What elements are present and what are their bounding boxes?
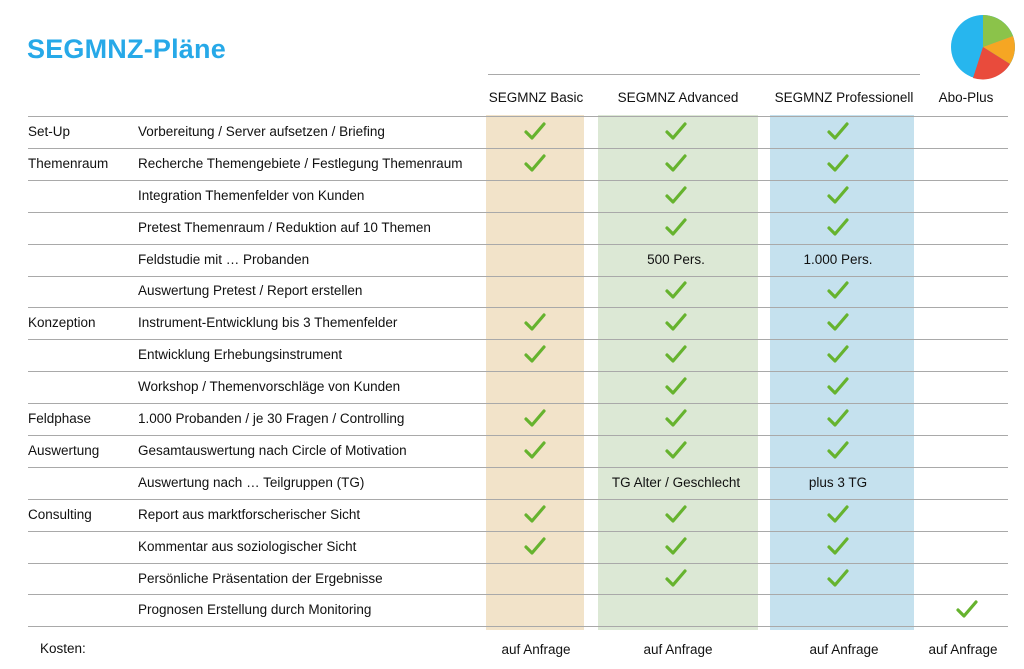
- checkmark-icon: [665, 504, 687, 524]
- checkmark-icon: [827, 568, 849, 588]
- row-feature: Auswertung nach … Teilgruppen (TG): [138, 474, 365, 490]
- plan-value-text: plus 3 TG: [808, 474, 868, 490]
- row-category: Konzeption: [28, 315, 96, 331]
- checkmark-icon: [665, 217, 687, 237]
- checkmark-icon: [524, 121, 546, 141]
- checkmark-icon: [524, 344, 546, 364]
- table-row-divider: [28, 467, 1008, 468]
- checkmark-icon: [827, 312, 849, 332]
- checkmark-icon: [665, 568, 687, 588]
- checkmark-icon: [827, 536, 849, 556]
- checkmark-icon: [524, 440, 546, 460]
- table-row-divider: [28, 594, 1008, 595]
- cost-advanced: auf Anfrage: [643, 642, 713, 657]
- cost-abo-plus: auf Anfrage: [928, 642, 998, 657]
- row-feature: Kommentar aus soziologischer Sicht: [138, 538, 357, 554]
- cost-professional: auf Anfrage: [809, 642, 879, 657]
- pie-chart-logo-icon: [948, 12, 1018, 82]
- row-feature: Integration Themenfelder von Kunden: [138, 187, 365, 203]
- table-row-divider: [28, 212, 1008, 213]
- row-category: Auswertung: [28, 442, 100, 458]
- header-top-line: [488, 74, 920, 75]
- checkmark-icon: [827, 408, 849, 428]
- row-category: Themenraum: [28, 155, 109, 171]
- table-row-divider: [28, 307, 1008, 308]
- checkmark-icon: [665, 312, 687, 332]
- checkmark-icon: [665, 376, 687, 396]
- row-feature: Gesamtauswertung nach Circle of Motivation: [138, 442, 407, 458]
- table-row-divider: [28, 531, 1008, 532]
- plan-value-text: 500 Pers.: [647, 251, 705, 267]
- table-row-divider: [28, 403, 1008, 404]
- checkmark-icon: [827, 440, 849, 460]
- checkmark-icon: [665, 536, 687, 556]
- row-feature: Feldstudie mit … Probanden: [138, 251, 310, 267]
- plan-header-professional: SEGMNZ Professionell: [774, 90, 914, 105]
- row-feature: Workshop / Themenvorschläge von Kunden: [138, 379, 401, 395]
- checkmark-icon: [827, 185, 849, 205]
- row-feature: 1.000 Probanden / je 30 Fragen / Controlling: [138, 411, 405, 427]
- table-row-divider: [28, 563, 1008, 564]
- plan-header-abo-plus: Abo-Plus: [938, 90, 994, 105]
- checkmark-icon: [665, 280, 687, 300]
- checkmark-icon: [665, 153, 687, 173]
- row-feature: Persönliche Präsentation der Ergebnisse: [138, 570, 383, 586]
- table-row-divider: [28, 276, 1008, 277]
- table-row-divider: [28, 499, 1008, 500]
- row-feature: Report aus marktforscherischer Sicht: [138, 506, 361, 522]
- checkmark-icon: [956, 599, 978, 619]
- page-title: SEGMNZ-Pläne: [27, 34, 226, 64]
- costs-label: Kosten:: [40, 641, 86, 656]
- checkmark-icon: [827, 376, 849, 396]
- plan-header-basic: SEGMNZ Basic: [488, 90, 584, 105]
- checkmark-icon: [524, 408, 546, 428]
- checkmark-icon: [665, 408, 687, 428]
- plan-value-text: 1.000 Pers.: [803, 251, 873, 267]
- row-category: Consulting: [28, 506, 92, 522]
- row-category: Set-Up: [28, 123, 71, 139]
- row-category: Feldphase: [28, 411, 92, 427]
- checkmark-icon: [524, 536, 546, 556]
- plan-value-text: TG Alter / Geschlecht: [611, 474, 741, 490]
- checkmark-icon: [827, 217, 849, 237]
- table-row-divider: [28, 244, 1008, 245]
- table-row-divider: [28, 435, 1008, 436]
- table-row-divider: [28, 339, 1008, 340]
- checkmark-icon: [665, 185, 687, 205]
- row-feature: Vorbereitung / Server aufsetzen / Briefing: [138, 123, 385, 139]
- table-row-divider: [28, 180, 1008, 181]
- checkmark-icon: [665, 121, 687, 141]
- row-feature: Auswertung Pretest / Report erstellen: [138, 283, 363, 299]
- table-row-divider: [28, 371, 1008, 372]
- checkmark-icon: [827, 121, 849, 141]
- checkmark-icon: [827, 153, 849, 173]
- cost-basic: auf Anfrage: [501, 642, 571, 657]
- table-row-divider: [28, 626, 1008, 627]
- checkmark-icon: [524, 312, 546, 332]
- checkmark-icon: [665, 344, 687, 364]
- plan-header-advanced: SEGMNZ Advanced: [617, 90, 739, 105]
- checkmark-icon: [524, 153, 546, 173]
- row-feature: Instrument-Entwicklung bis 3 Themenfelder: [138, 315, 398, 331]
- table-row-divider: [28, 148, 1008, 149]
- checkmark-icon: [665, 440, 687, 460]
- table-row-divider: [28, 116, 1008, 117]
- checkmark-icon: [827, 344, 849, 364]
- row-feature: Pretest Themenraum / Reduktion auf 10 Themen: [138, 219, 431, 235]
- row-feature: Prognosen Erstellung durch Monitoring: [138, 602, 372, 618]
- checkmark-icon: [524, 504, 546, 524]
- checkmark-icon: [827, 280, 849, 300]
- row-feature: Recherche Themengebiete / Festlegung Themenraum: [138, 155, 463, 171]
- checkmark-icon: [827, 504, 849, 524]
- row-feature: Entwicklung Erhebungsinstrument: [138, 347, 343, 363]
